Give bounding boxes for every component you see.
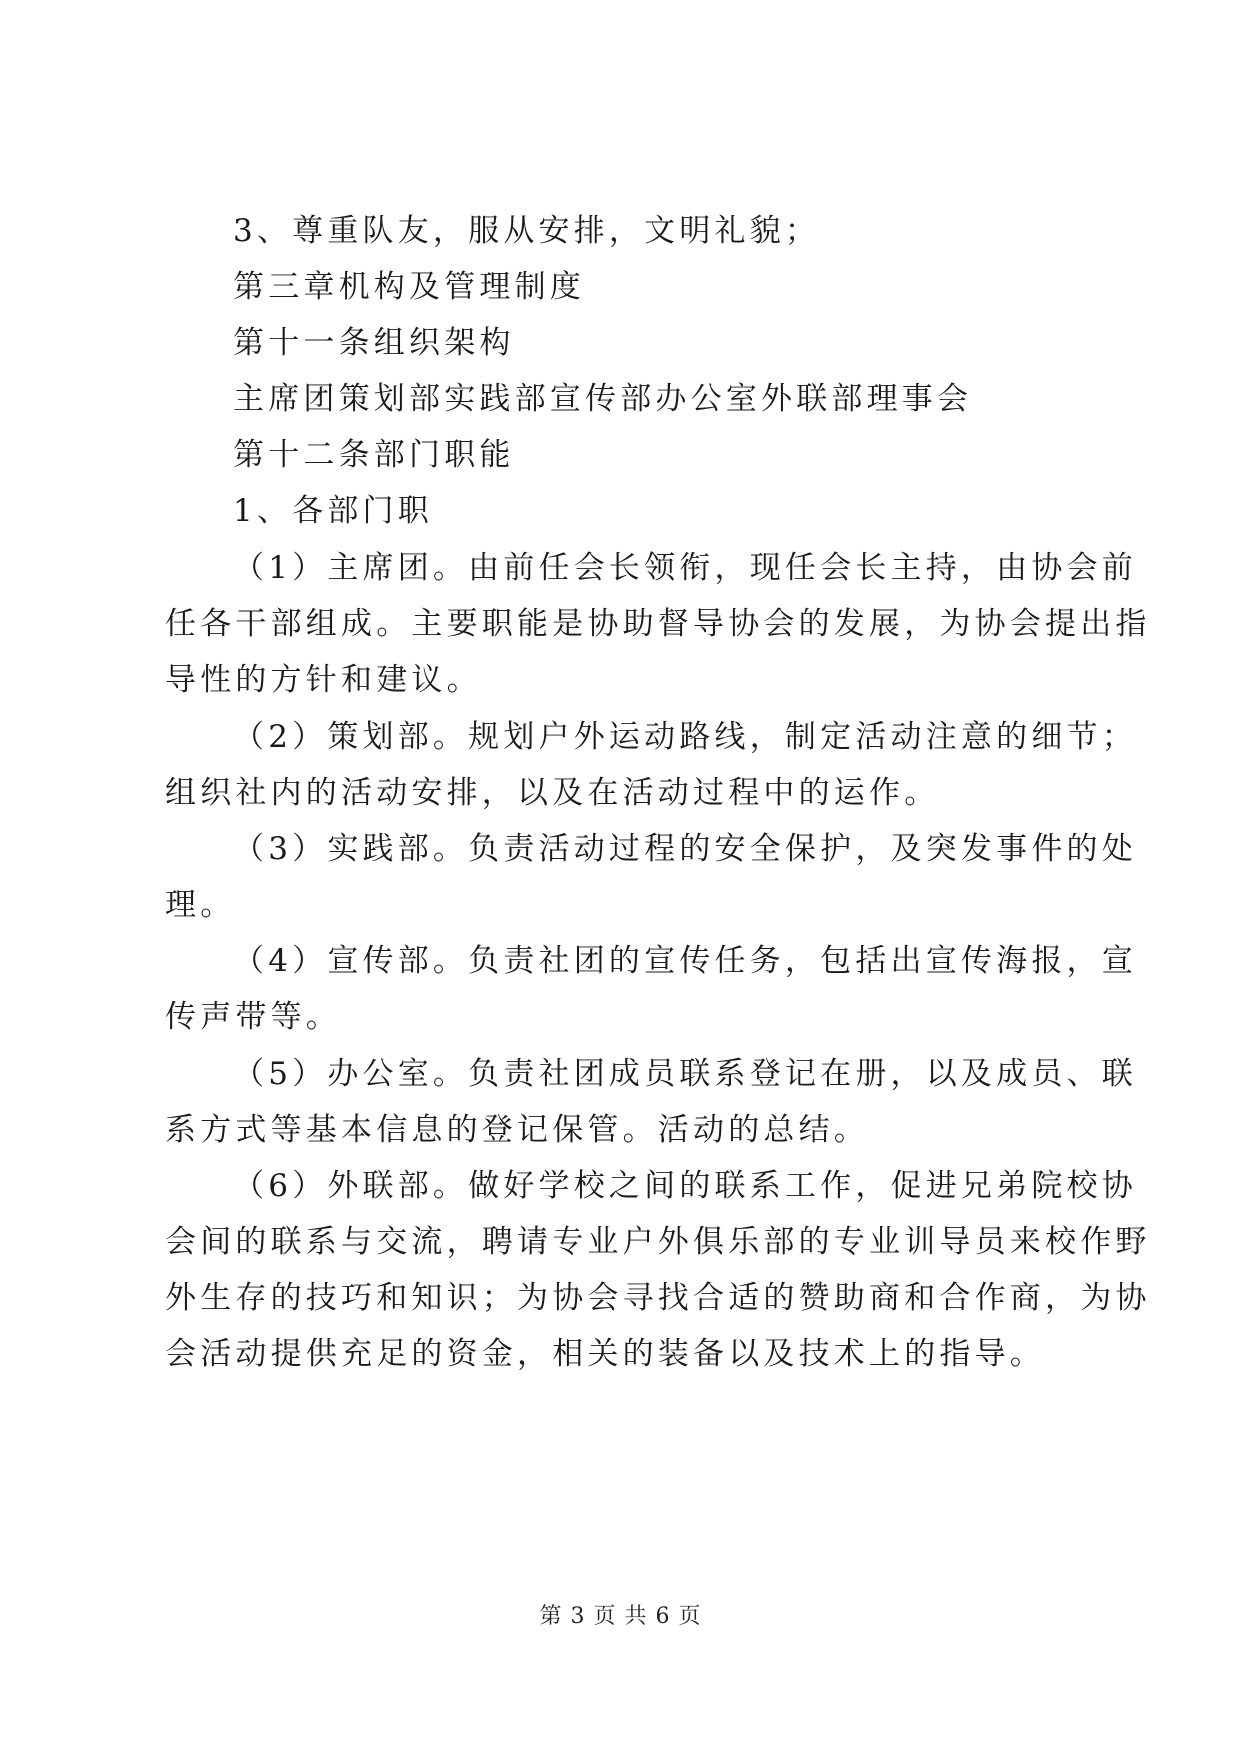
- org-structure-list: 主席团策划部实践部宣传部办公室外联部理事会: [233, 381, 973, 417]
- dept-1-line-1: （1）主席团。由前任会长领衔，现任会长主持，由协会前: [233, 550, 1137, 586]
- dept-4-line-1: （4）宣传部。负责社团的宣传任务，包括出宣传海报，宣: [233, 943, 1137, 979]
- section-department-duties: 1、各部门职: [233, 493, 433, 529]
- dept-6-line-1: （6）外联部。做好学校之间的联系工作，促进兄弟院校协: [233, 1168, 1137, 1204]
- dept-1-line-2: 任各干部组成。主要职能是协助督导协会的发展，为协会提出指: [165, 606, 1151, 642]
- dept-2-line-2: 组织社内的活动安排，以及在活动过程中的运作。: [165, 775, 940, 811]
- dept-4-line-2: 传声带等。: [165, 999, 341, 1035]
- article-11-heading: 第十一条组织架构: [233, 325, 515, 361]
- dept-5-line-2: 系方式等基本信息的登记保管。活动的总结。: [165, 1112, 869, 1148]
- dept-6-line-3: 外生存的技巧和知识；为协会寻找合适的赞助商和合作商，为协: [165, 1280, 1151, 1316]
- dept-6-line-2: 会间的联系与交流，聘请专业户外俱乐部的专业训导员来校作野: [165, 1224, 1151, 1260]
- dept-6-line-4: 会活动提供充足的资金，相关的装备以及技术上的指导。: [165, 1336, 1045, 1372]
- rule-item-3: 3、尊重队友，服从安排，文明礼貌；: [233, 213, 821, 249]
- dept-5-line-1: （5）办公室。负责社团成员联系登记在册，以及成员、联: [233, 1056, 1137, 1092]
- page-number-footer: 第 3 页 共 6 页: [539, 1604, 702, 1629]
- dept-3-line-1: （3）实践部。负责活动过程的安全保护，及突发事件的处: [233, 831, 1137, 867]
- dept-3-line-2: 理。: [165, 887, 236, 923]
- dept-1-line-3: 导性的方针和建议。: [165, 662, 482, 698]
- chapter-heading: 第三章机构及管理制度: [233, 269, 585, 305]
- dept-2-line-1: （2）策划部。规划户外运动路线，制定活动注意的细节；: [233, 719, 1137, 755]
- article-12-heading: 第十二条部门职能: [233, 437, 515, 473]
